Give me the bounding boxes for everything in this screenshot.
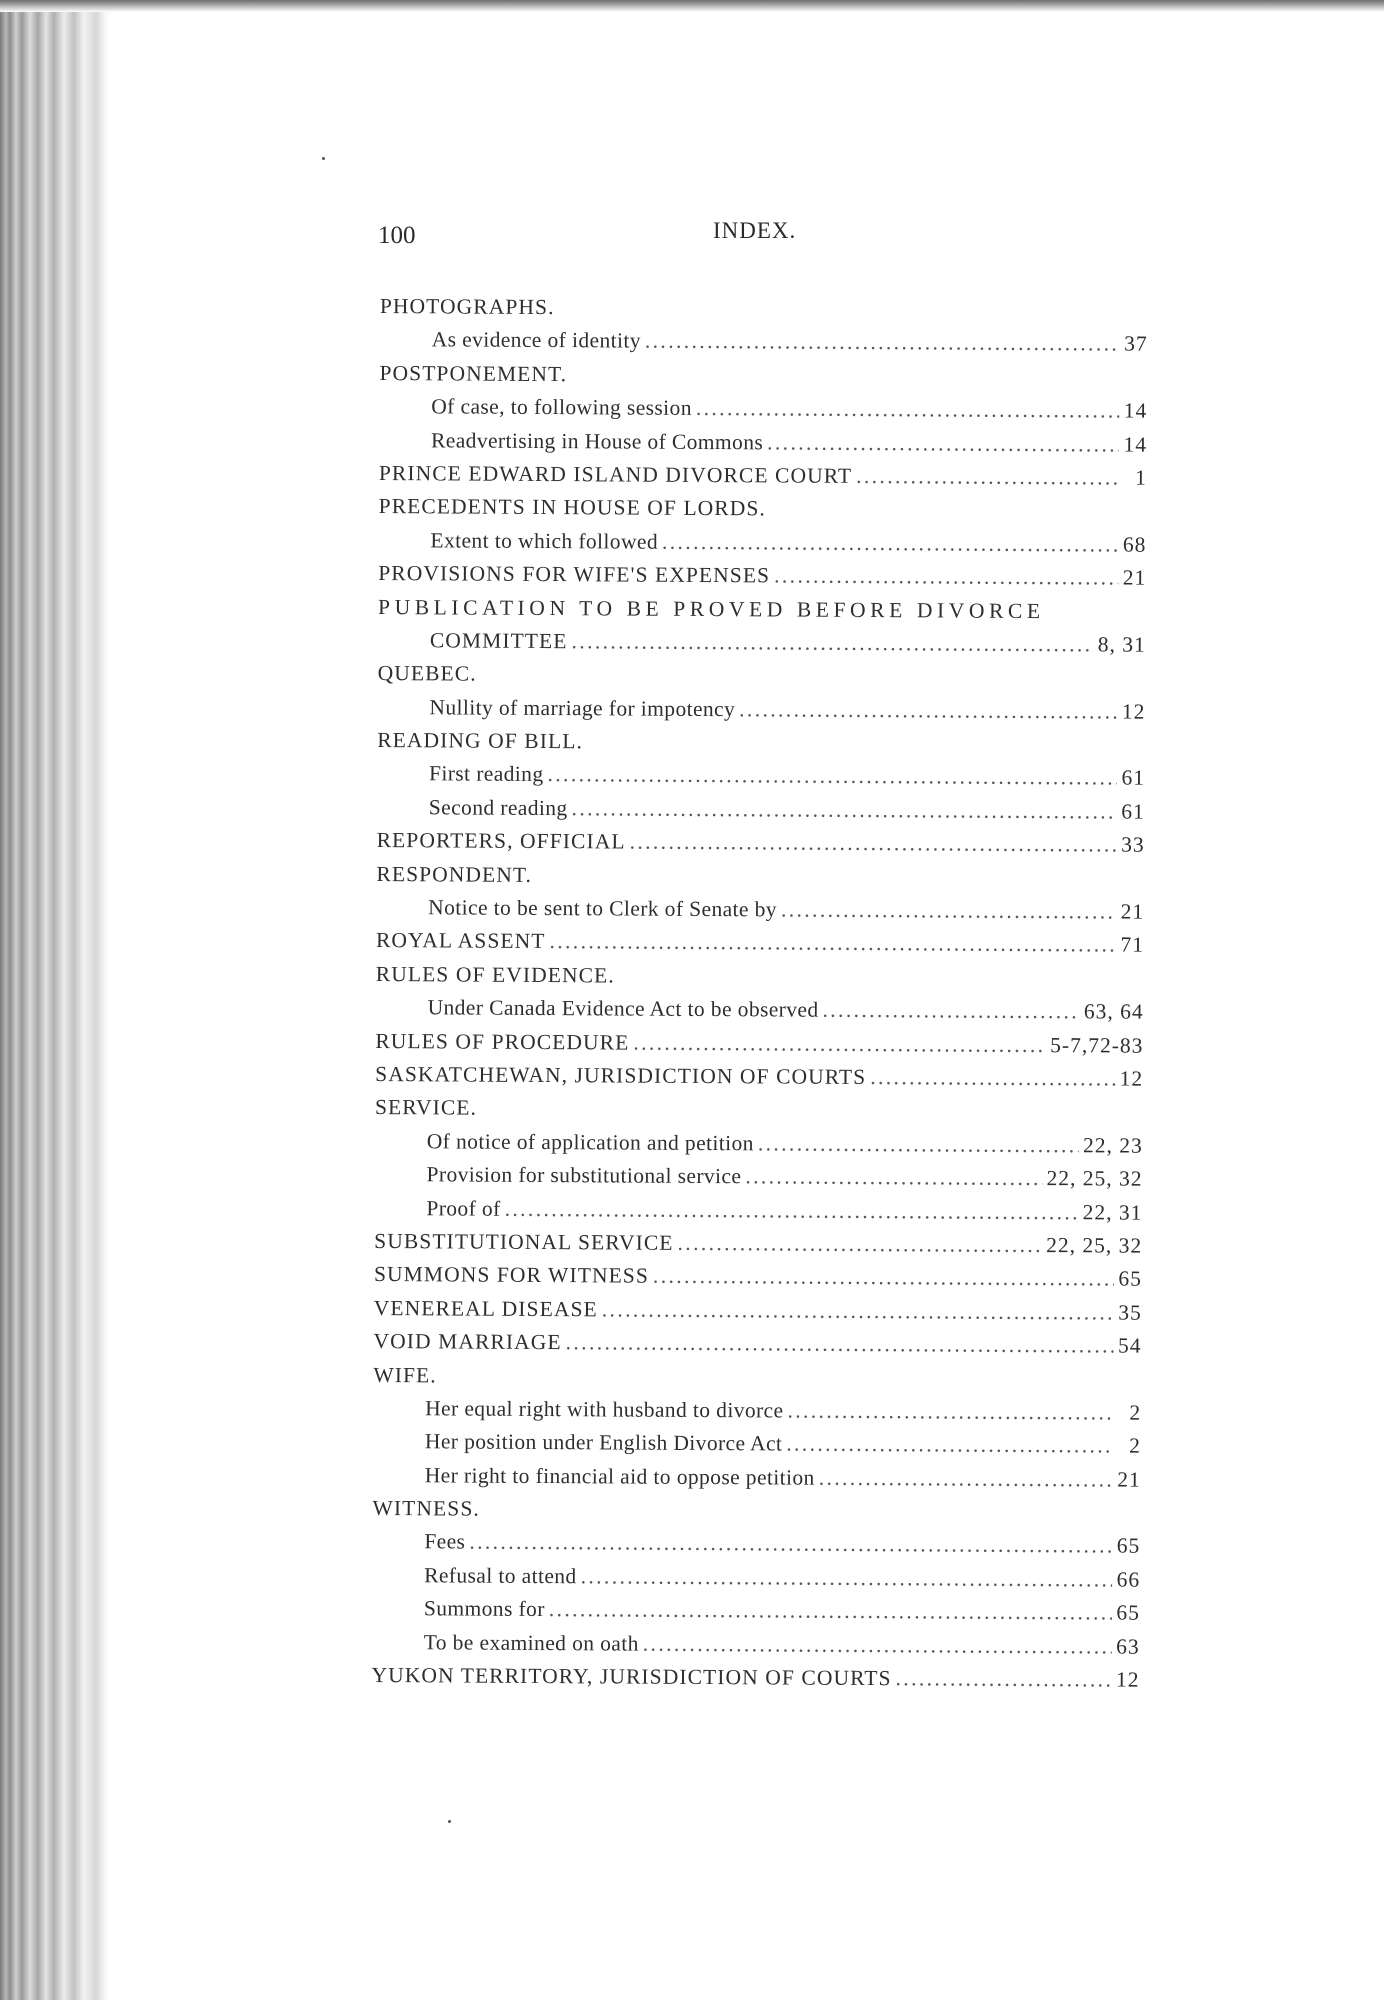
- entry-page-reference: 14: [1123, 432, 1148, 457]
- dot-leader: [870, 1061, 1115, 1096]
- dot-leader: [630, 826, 1117, 862]
- index-heading: [377, 824, 1145, 862]
- entry-text: PRINCE EDWARD ISLAND DIVORCE COURT: [378, 460, 853, 488]
- dot-leader: [895, 1662, 1111, 1697]
- entry-text: RULES OF EVIDENCE.: [375, 961, 615, 988]
- index-heading: [378, 557, 1146, 595]
- entry-text: Under Canada Evidence Act to be observed: [427, 995, 819, 1022]
- entry-text: PHOTOGRAPHS.: [379, 293, 555, 320]
- entry-text: Notice to be sent to Clerk of Senate by: [428, 895, 778, 922]
- entry-page-reference: 65: [1116, 1600, 1141, 1625]
- entry-text: Her equal right with husband to divorce: [425, 1396, 784, 1423]
- index-subentry: [377, 691, 1145, 729]
- entry-text: First reading: [428, 761, 544, 787]
- entry-text: Nullity of marriage for impotency: [429, 694, 736, 721]
- entry-page-reference: 14: [1123, 398, 1148, 423]
- index-heading: [379, 357, 1147, 395]
- entry-text: Refusal to attend: [424, 1563, 577, 1589]
- dot-leader: [745, 1160, 1042, 1195]
- entry-page-reference: 71: [1120, 932, 1145, 958]
- dot-leader: [581, 1560, 1113, 1597]
- entry-text: PROVISIONS FOR WIFE'S EXPENSES: [378, 561, 771, 588]
- dust-speck: [322, 157, 325, 160]
- dot-leader: [549, 925, 1116, 962]
- entry-text: RESPONDENT.: [376, 861, 533, 887]
- entry-text: READING OF BILL.: [377, 728, 584, 754]
- dot-leader: [696, 392, 1120, 428]
- dot-leader: [643, 1627, 1112, 1663]
- entry-page-reference: 12: [1115, 1667, 1140, 1692]
- dot-leader: [662, 525, 1119, 561]
- page-header: [378, 218, 808, 252]
- dot-leader: [566, 1326, 1114, 1363]
- entry-text: YUKON TERRITORY, JURISDICTION OF COURTS: [371, 1662, 892, 1691]
- dot-leader: [549, 1593, 1112, 1630]
- entry-page-reference: 37: [1124, 331, 1148, 357]
- entry-text: VENEREAL DISEASE: [373, 1295, 598, 1322]
- index-subentry: [377, 757, 1145, 795]
- index-heading: [375, 1091, 1143, 1129]
- index-subentry: [379, 424, 1147, 462]
- index-heading: [376, 858, 1144, 896]
- entry-text: Of notice of application and petition: [426, 1129, 754, 1156]
- dot-leader: [856, 460, 1119, 495]
- entry-text: PRECEDENTS IN HOUSE OF LORDS.: [378, 494, 767, 521]
- dot-leader: [677, 1227, 1042, 1263]
- index-heading: [375, 1058, 1143, 1096]
- page-top-edge: [0, 0, 1384, 12]
- index-subentry: [378, 524, 1146, 562]
- entry-text: POSTPONEMENT.: [379, 360, 568, 386]
- dot-leader: [781, 893, 1116, 928]
- index-subentry: [380, 323, 1148, 361]
- entry-text: RULES OF PROCEDURE: [375, 1028, 630, 1055]
- entry-page-reference: 21: [1117, 1467, 1141, 1492]
- index-heading: [373, 1325, 1141, 1363]
- entry-text: Fees: [424, 1529, 466, 1554]
- dot-leader: [774, 560, 1118, 596]
- entry-page-reference: 2: [1129, 1433, 1142, 1458]
- entry-page-reference: 22, 25, 32: [1046, 1166, 1143, 1191]
- index-subentry: [374, 1192, 1142, 1230]
- entry-page-reference: 21: [1120, 899, 1145, 924]
- index-subentry: [379, 390, 1147, 428]
- entry-page-reference: 12: [1121, 699, 1146, 724]
- index-heading: [374, 1225, 1142, 1263]
- entry-text: WITNESS.: [372, 1496, 480, 1521]
- page-number: 100: [378, 222, 416, 249]
- entry-text: Her position under English Divorce Act: [424, 1429, 783, 1456]
- index-subentry: [372, 1626, 1140, 1664]
- index-heading: [371, 1659, 1139, 1697]
- entry-page-reference: 35: [1118, 1300, 1142, 1325]
- entry-page-reference: 22, 25, 32: [1046, 1233, 1143, 1258]
- index-heading: [379, 490, 1147, 528]
- entry-text: Readvertising in House of Commons: [431, 427, 764, 454]
- dot-leader: [787, 1394, 1113, 1429]
- index-subentry: [374, 1158, 1142, 1196]
- entry-page-reference: 54: [1117, 1333, 1142, 1358]
- entry-page-reference: 12: [1119, 1066, 1144, 1091]
- entry-page-reference: 5-7,72-83: [1050, 1032, 1144, 1058]
- dot-leader: [469, 1526, 1112, 1563]
- index-subentry: [378, 624, 1146, 662]
- entry-page-reference: 61: [1121, 766, 1146, 791]
- entry-page-reference: 33: [1121, 832, 1145, 857]
- dot-leader: [786, 1428, 1113, 1463]
- dot-leader: [822, 994, 1080, 1029]
- entry-text: Extent to which followed: [430, 528, 659, 554]
- index-heading: [375, 1025, 1143, 1063]
- entry-text: COMMITTEE: [429, 628, 568, 654]
- entry-page-reference: 61: [1121, 799, 1145, 824]
- index-list: [371, 290, 1148, 1697]
- entry-text: PUBLICATION TO BE PROVED BEFORE DIVORCE: [377, 594, 1045, 623]
- entry-text: VOID MARRIAGE: [373, 1329, 562, 1355]
- entry-page-reference: 1: [1135, 465, 1147, 490]
- dot-leader: [819, 1461, 1113, 1496]
- entry-page-reference: 66: [1116, 1567, 1141, 1592]
- index-heading: [376, 958, 1144, 996]
- index-subentry: [376, 891, 1144, 929]
- index-subentry: [372, 1525, 1140, 1563]
- dot-leader: [645, 325, 1120, 361]
- index-subentry: [372, 1592, 1140, 1630]
- dot-leader: [547, 759, 1117, 796]
- book-binding-edge: [0, 0, 112, 2000]
- running-title: INDEX.: [713, 218, 797, 243]
- entry-text: REPORTERS, OFFICIAL: [376, 828, 626, 854]
- entry-text: Summons for: [423, 1596, 545, 1622]
- entry-text: ROYAL ASSENT: [375, 928, 546, 954]
- dot-leader: [602, 1293, 1114, 1330]
- index-subentry: [372, 1559, 1140, 1597]
- entry-page-reference: 63: [1116, 1634, 1140, 1659]
- index-subentry: [375, 1125, 1143, 1163]
- dot-leader: [758, 1127, 1079, 1162]
- dust-speck: [448, 1820, 451, 1823]
- index-heading: [378, 591, 1146, 629]
- index-subentry: [373, 1425, 1141, 1463]
- index-subentry: [377, 791, 1145, 829]
- entry-page-reference: 65: [1118, 1266, 1143, 1292]
- entry-text: WIFE.: [373, 1362, 437, 1387]
- entry-text: To be examined on oath: [423, 1629, 639, 1656]
- entry-text: Second reading: [428, 795, 568, 821]
- dot-leader: [633, 1026, 1046, 1062]
- index-heading: [379, 457, 1147, 495]
- entry-page-reference: 63, 64: [1083, 999, 1144, 1024]
- index-heading: [378, 657, 1146, 695]
- entry-page-reference: 21: [1122, 565, 1147, 590]
- index-heading: [376, 924, 1144, 962]
- index-heading: [374, 1292, 1142, 1330]
- index-subentry: [376, 991, 1144, 1029]
- entry-text: SASKATCHEWAN, JURISDICTION OF COURTS: [375, 1061, 867, 1089]
- dot-leader: [767, 426, 1119, 462]
- dot-leader: [571, 792, 1116, 829]
- dot-leader: [571, 625, 1093, 662]
- index-heading: [374, 1258, 1142, 1296]
- entry-text: SERVICE.: [374, 1095, 478, 1120]
- index-heading: [380, 290, 1148, 328]
- entry-text: SUBSTITUTIONAL SERVICE: [374, 1228, 674, 1255]
- entry-text: As evidence of identity: [431, 327, 641, 353]
- entry-page-reference: 65: [1116, 1533, 1141, 1559]
- dot-leader: [653, 1260, 1114, 1296]
- index-subentry: [373, 1459, 1141, 1497]
- entry-page-reference: 22, 31: [1082, 1199, 1143, 1225]
- entry-page-reference: 8, 31: [1097, 632, 1146, 657]
- entry-text: Of case, to following session: [431, 394, 692, 421]
- index-heading: [377, 724, 1145, 762]
- entry-text: QUEBEC.: [377, 661, 477, 686]
- index-subentry: [373, 1392, 1141, 1430]
- entry-text: SUMMONS FOR WITNESS: [373, 1262, 650, 1288]
- dot-leader: [505, 1192, 1079, 1229]
- entry-text: Her right to financial aid to oppose petition: [424, 1462, 815, 1490]
- dot-leader: [739, 693, 1117, 729]
- index-heading: [372, 1492, 1140, 1530]
- index-heading: [373, 1358, 1141, 1396]
- entry-page-reference: 22, 23: [1082, 1133, 1143, 1158]
- entry-text: Provision for substitutional service: [426, 1162, 742, 1189]
- entry-text: Proof of: [426, 1195, 501, 1221]
- entry-page-reference: 2: [1129, 1400, 1142, 1425]
- entry-page-reference: 68: [1122, 532, 1147, 557]
